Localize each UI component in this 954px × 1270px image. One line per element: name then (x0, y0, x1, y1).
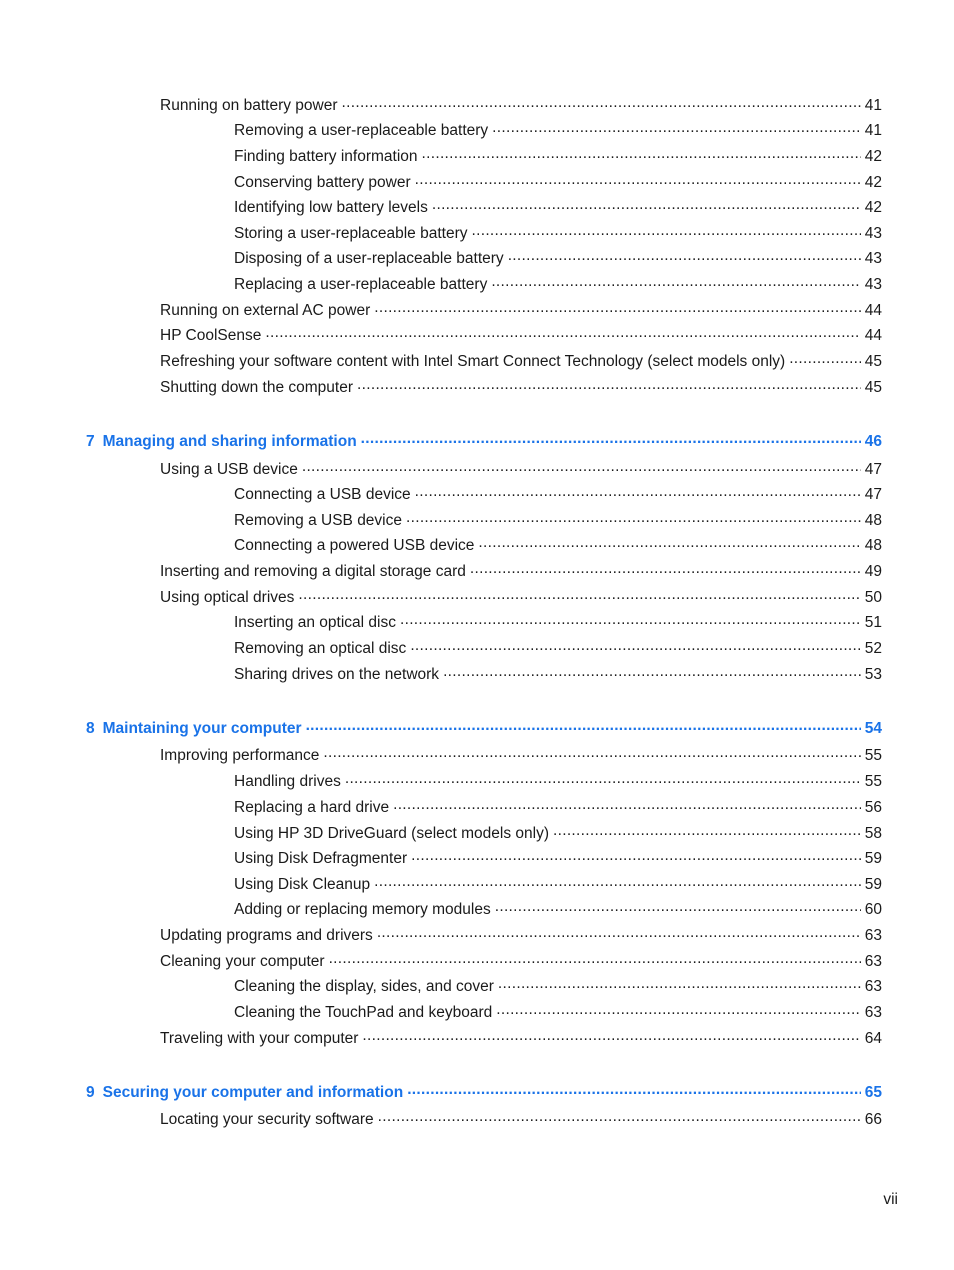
toc-entry-title: Cleaning the display, sides, and cover (234, 978, 494, 995)
toc-page-number: 48 (864, 512, 882, 529)
toc-entry-title: Maintaining your computer (102, 720, 302, 737)
toc-page-number: 43 (864, 250, 882, 267)
toc-entry-link[interactable] (160, 326, 882, 346)
dot-leader (491, 275, 860, 289)
toc-entry-title: Using optical drives (160, 589, 295, 606)
dot-leader (495, 900, 861, 914)
toc-page-number: 45 (864, 379, 882, 396)
toc-entry-title: Traveling with your computer (160, 1030, 359, 1047)
dot-leader (410, 639, 860, 653)
toc-entry-title: Shutting down the computer (160, 379, 354, 396)
dot-leader (377, 926, 861, 940)
toc-entry-title: Adding or replacing memory modules (234, 901, 491, 918)
toc-entry-link[interactable] (160, 378, 882, 398)
toc-page-number: 50 (864, 589, 882, 606)
toc-entry-title: HP CoolSense (160, 327, 262, 344)
toc-entry-link[interactable] (234, 121, 882, 141)
dot-leader (362, 1029, 860, 1043)
toc-entry-link[interactable] (234, 798, 882, 818)
toc-entry-title: Inserting an optical disc (234, 614, 396, 631)
dot-leader (298, 588, 860, 602)
chapter-number: 8 (86, 720, 95, 737)
toc-entry-link[interactable] (234, 824, 882, 844)
toc-page-number: 41 (864, 97, 882, 114)
dot-leader (472, 224, 861, 238)
toc-entry-title: Disposing of a user-replaceable battery (234, 250, 504, 267)
toc-entry-link[interactable] (234, 249, 882, 269)
toc-entry-link[interactable] (160, 352, 882, 372)
toc-entry-link[interactable] (160, 746, 882, 766)
toc-entry-title: Improving performance (160, 747, 320, 764)
toc-entry-link[interactable] (160, 926, 882, 946)
toc-entry-link[interactable] (160, 301, 882, 321)
dot-leader (357, 378, 861, 392)
dot-leader (345, 772, 861, 786)
dot-leader (470, 562, 861, 576)
dot-leader (478, 536, 860, 550)
toc-page-number: 45 (864, 353, 882, 370)
toc-page-number: 65 (864, 1084, 882, 1101)
toc-entry-title: Replacing a hard drive (234, 799, 390, 816)
toc-entry-link[interactable] (160, 96, 882, 116)
dot-leader (306, 719, 861, 733)
toc-page-number: 43 (864, 225, 882, 242)
toc-entry-link[interactable] (234, 639, 882, 659)
toc-entry-link[interactable] (234, 900, 882, 920)
toc-entry-link[interactable] (234, 1003, 882, 1023)
dot-leader (374, 875, 861, 889)
toc-entry-link[interactable] (234, 849, 882, 869)
dot-leader (432, 198, 861, 212)
toc-chapter-link[interactable] (86, 719, 882, 739)
toc-page-number: 55 (864, 747, 882, 764)
dot-leader (789, 352, 861, 366)
toc-page-number: 48 (864, 537, 882, 554)
toc-entry-title: Removing an optical disc (234, 640, 407, 657)
toc-entry-title: Storing a user-replaceable battery (234, 225, 468, 242)
toc-entry-title: Using HP 3D DriveGuard (select models only) (234, 825, 549, 842)
toc-page-number: 44 (864, 302, 882, 319)
dot-leader (361, 432, 861, 446)
toc-entry-link[interactable] (160, 460, 882, 480)
toc-entry-link[interactable] (234, 977, 882, 997)
toc-page-number: 51 (864, 614, 882, 631)
toc-entry-title: Removing a user-replaceable battery (234, 122, 489, 139)
toc-entry-title: Sharing drives on the network (234, 666, 440, 683)
dot-leader (415, 485, 861, 499)
dot-leader (496, 1003, 861, 1017)
toc-entry-link[interactable] (160, 588, 882, 608)
toc-entry-link[interactable] (234, 536, 882, 556)
dot-leader (393, 798, 861, 812)
toc-page-number: 52 (864, 640, 882, 657)
dot-leader (265, 326, 860, 340)
toc-page-number: 49 (864, 563, 882, 580)
toc-page-number: 59 (864, 876, 882, 893)
toc-entry-title: Locating your security software (160, 1111, 374, 1128)
toc-page-number: 47 (864, 461, 882, 478)
toc-entry-link[interactable] (234, 224, 882, 244)
dot-leader (492, 121, 861, 135)
toc-page-number: 54 (864, 720, 882, 737)
dot-leader (378, 1110, 861, 1124)
dot-leader (553, 824, 861, 838)
toc-entry-link[interactable] (234, 173, 882, 193)
dot-leader (374, 301, 861, 315)
dot-leader (329, 952, 861, 966)
toc-entry-title: Conserving battery power (234, 174, 411, 191)
dot-leader (323, 746, 860, 760)
toc-entry-link[interactable] (234, 772, 882, 792)
toc-entry-title: Running on external AC power (160, 302, 371, 319)
toc-entry-link[interactable] (234, 665, 882, 685)
toc-entry-link[interactable] (160, 1110, 882, 1130)
toc-entry-link[interactable] (234, 875, 882, 895)
toc-entry-title: Using Disk Cleanup (234, 876, 371, 893)
toc-page-number: 46 (864, 433, 882, 450)
dot-leader (400, 613, 861, 627)
toc-entry-title: Identifying low battery levels (234, 199, 428, 216)
toc-entry-title: Cleaning your computer (160, 953, 325, 970)
toc-entry-title: Updating programs and drivers (160, 927, 373, 944)
toc-page-number: 53 (864, 666, 882, 683)
toc-page-number: 56 (864, 799, 882, 816)
toc-entry-link[interactable] (234, 275, 882, 295)
toc-entry-title: Running on battery power (160, 97, 338, 114)
toc-entry-title: Managing and sharing information (102, 433, 357, 450)
toc-chapter-link[interactable] (86, 1083, 882, 1103)
toc-page-number: 43 (864, 276, 882, 293)
toc-page-number: 63 (864, 978, 882, 995)
toc-page-number: 41 (864, 122, 882, 139)
dot-leader (422, 147, 861, 161)
toc-page-number: 55 (864, 773, 882, 790)
page-number: vii (883, 1191, 898, 1208)
dot-leader (508, 249, 861, 263)
toc-entry-link[interactable] (234, 511, 882, 531)
dot-leader (498, 977, 861, 991)
toc-page-number: 47 (864, 486, 882, 503)
toc-page-number: 66 (864, 1111, 882, 1128)
toc-page-number: 59 (864, 850, 882, 867)
toc-entry-title: Using a USB device (160, 461, 298, 478)
toc-entry-title: Cleaning the TouchPad and keyboard (234, 1004, 493, 1021)
toc-page-number: 64 (864, 1030, 882, 1047)
toc-page-number: 60 (864, 901, 882, 918)
toc-entry-link[interactable] (160, 562, 882, 582)
toc-entry-title: Handling drives (234, 773, 341, 790)
toc-entry-title: Removing a USB device (234, 512, 402, 529)
toc-chapter-link[interactable] (86, 432, 882, 452)
dot-leader (342, 96, 861, 110)
toc-page-number: 42 (864, 199, 882, 216)
toc-page-number: 42 (864, 148, 882, 165)
toc-page-number: 63 (864, 953, 882, 970)
toc-page-number: 58 (864, 825, 882, 842)
dot-leader (443, 665, 861, 679)
toc-entry-title: Securing your computer and information (102, 1084, 404, 1101)
toc-entry-title: Using Disk Defragmenter (234, 850, 408, 867)
toc-page-number: 63 (864, 1004, 882, 1021)
toc-entry-link[interactable] (234, 613, 882, 633)
toc-entry-link[interactable] (234, 198, 882, 218)
toc-entry-title: Replacing a user-replaceable battery (234, 276, 488, 293)
toc-entry-title: Connecting a USB device (234, 486, 411, 503)
toc-entry-title: Connecting a powered USB device (234, 537, 475, 554)
toc-entry-title: Refreshing your software content with Intel Smart Connect Technology (select models only) (160, 353, 786, 370)
toc-page-number: 63 (864, 927, 882, 944)
toc-page-number: 42 (864, 174, 882, 191)
chapter-number: 7 (86, 433, 95, 450)
toc-entry-link[interactable] (234, 147, 882, 167)
chapter-number: 9 (86, 1084, 95, 1101)
toc-entry-link[interactable] (160, 1029, 882, 1049)
toc-page-number: 44 (864, 327, 882, 344)
dot-leader (411, 849, 861, 863)
dot-leader (302, 460, 861, 474)
dot-leader (407, 1083, 861, 1097)
toc-entry-link[interactable] (160, 952, 882, 972)
dot-leader (406, 511, 861, 525)
toc-entry-title: Finding battery information (234, 148, 418, 165)
toc-entry-link[interactable] (234, 485, 882, 505)
dot-leader (415, 173, 861, 187)
toc-entry-title: Inserting and removing a digital storage card (160, 563, 466, 580)
